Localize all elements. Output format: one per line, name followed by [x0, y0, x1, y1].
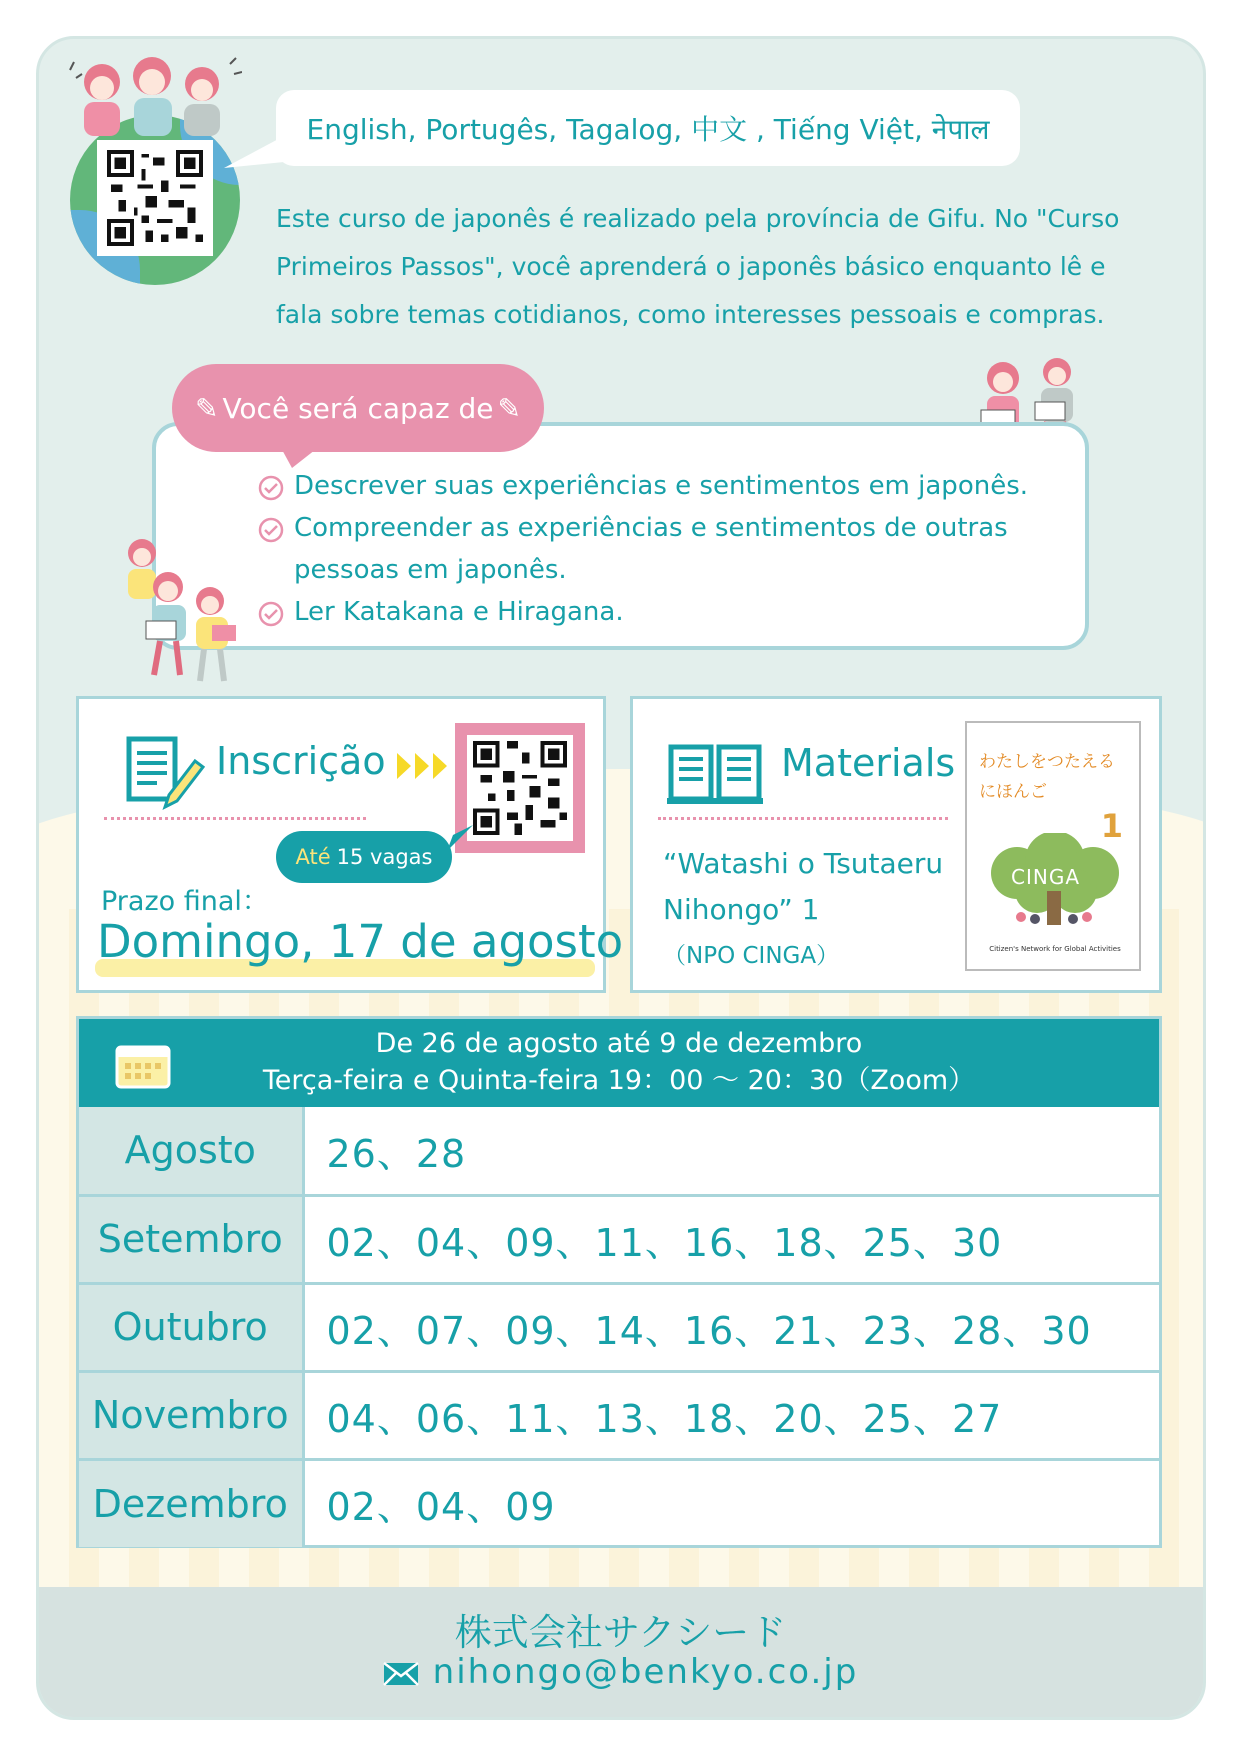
children-illustration: [62, 50, 242, 140]
bubble-tail: [224, 132, 284, 172]
cover-logo: CINGA: [1011, 865, 1081, 889]
cover-title: わたしをつたえる にほんご: [979, 752, 1115, 802]
book-publisher: （NPO CINGA）: [663, 943, 840, 969]
schedule-period: De 26 de agosto até 9 de dezembro: [375, 1028, 863, 1059]
list-item: Compreender as experiências e sentimentos de outras: [258, 507, 1058, 549]
calendar-icon: [115, 1041, 171, 1089]
book-title-line2: Nihongo” 1: [663, 893, 820, 926]
triple-arrow-icon: [395, 751, 449, 781]
month-cell: Setembro: [79, 1195, 303, 1283]
table-row: [79, 1107, 1159, 1195]
badge-count: 15 vagas: [336, 845, 433, 869]
schedule-time: Terça-feira e Quinta-feira 19：00 ～ 20：30（Zoom）: [262, 1065, 976, 1096]
check-circle-icon: [258, 601, 284, 627]
materials-box: [630, 696, 1162, 993]
languages-bubble: English, Portugês, Tagalog, 中文 , Tiếng Việt, नेपाल: [276, 90, 1020, 166]
registration-qr-code[interactable]: [455, 723, 585, 853]
email-address[interactable]: nihongo@benkyo.co.jp: [432, 1652, 859, 1692]
month-cell: Agosto: [79, 1107, 303, 1195]
list-item: Ler Katakana e Hiragana.: [258, 591, 1058, 633]
skills-title: Você será capaz de: [222, 391, 494, 425]
dates-cell: 02、04、09: [303, 1459, 1159, 1547]
dotted-divider: [104, 817, 366, 820]
registration-title: Inscrição: [216, 739, 386, 783]
badge-prefix: Até: [295, 845, 331, 869]
cover-caption: Citizen's Network for Global Activities: [989, 945, 1121, 953]
list-item-continuation: pessoas em japonês.: [294, 555, 567, 585]
deadline-label: Prazo final：: [101, 886, 269, 917]
pencil-icon: ✎: [497, 391, 522, 425]
skills-list: [258, 465, 1058, 633]
dotted-divider: [658, 817, 948, 820]
document-pencil-icon: [125, 735, 205, 811]
badge-tail: [447, 825, 473, 851]
table-row: [79, 1283, 1159, 1371]
month-cell: Novembro: [79, 1371, 303, 1459]
book-title-line1: “Watashi o Tsutaeru: [663, 847, 944, 880]
list-item: Descrever suas experiências e sentimentos em japonês.: [258, 465, 1058, 507]
dates-cell: 04、06、11、13、18、20、25、27: [303, 1371, 1159, 1459]
vacancies-badge: [276, 831, 452, 883]
registration-box: [76, 696, 624, 993]
language-qr-code[interactable]: [97, 140, 213, 256]
company-name: 株式会社サクシード: [454, 1611, 787, 1654]
materials-title: Materials: [781, 741, 956, 785]
cover-number: 1: [1100, 807, 1123, 845]
schedule-header: [79, 1019, 1159, 1107]
contact-email[interactable]: [0, 1652, 1241, 1692]
students-group-illustration: [120, 525, 250, 685]
open-book-icon: [667, 741, 763, 805]
dates-cell: 26、28: [326, 1131, 467, 1176]
book-info: [663, 841, 943, 979]
month-cell: Dezembro: [79, 1459, 303, 1547]
check-circle-icon: [258, 517, 284, 543]
pencil-icon: ✎: [194, 391, 219, 425]
dates-cell: 02、07、09、14、16、21、23、28、30: [303, 1283, 1159, 1371]
deadline-date: Domingo, 17 de agosto: [97, 915, 624, 968]
schedule-table: [76, 1016, 1162, 1548]
month-cell: Outubro: [79, 1283, 303, 1371]
mail-icon: [383, 1662, 419, 1686]
table-row: [79, 1195, 1159, 1283]
skills-tag: [172, 364, 544, 452]
book-cover: [965, 721, 1141, 971]
schedule-grid: [79, 1107, 1159, 1547]
table-row: [79, 1459, 1159, 1547]
dates-cell: 02、04、09、11、16、18、25、30: [303, 1195, 1159, 1283]
check-circle-icon: [258, 475, 284, 501]
intro-text: Este curso de japonês é realizado pela província de Gifu. No "Curso Primeiros Passos", você aprenderá o japonês básico enquanto lê e fala sobre temas cotidianos, como interesses pessoais e compras.: [276, 204, 1120, 329]
table-row: [79, 1371, 1159, 1459]
